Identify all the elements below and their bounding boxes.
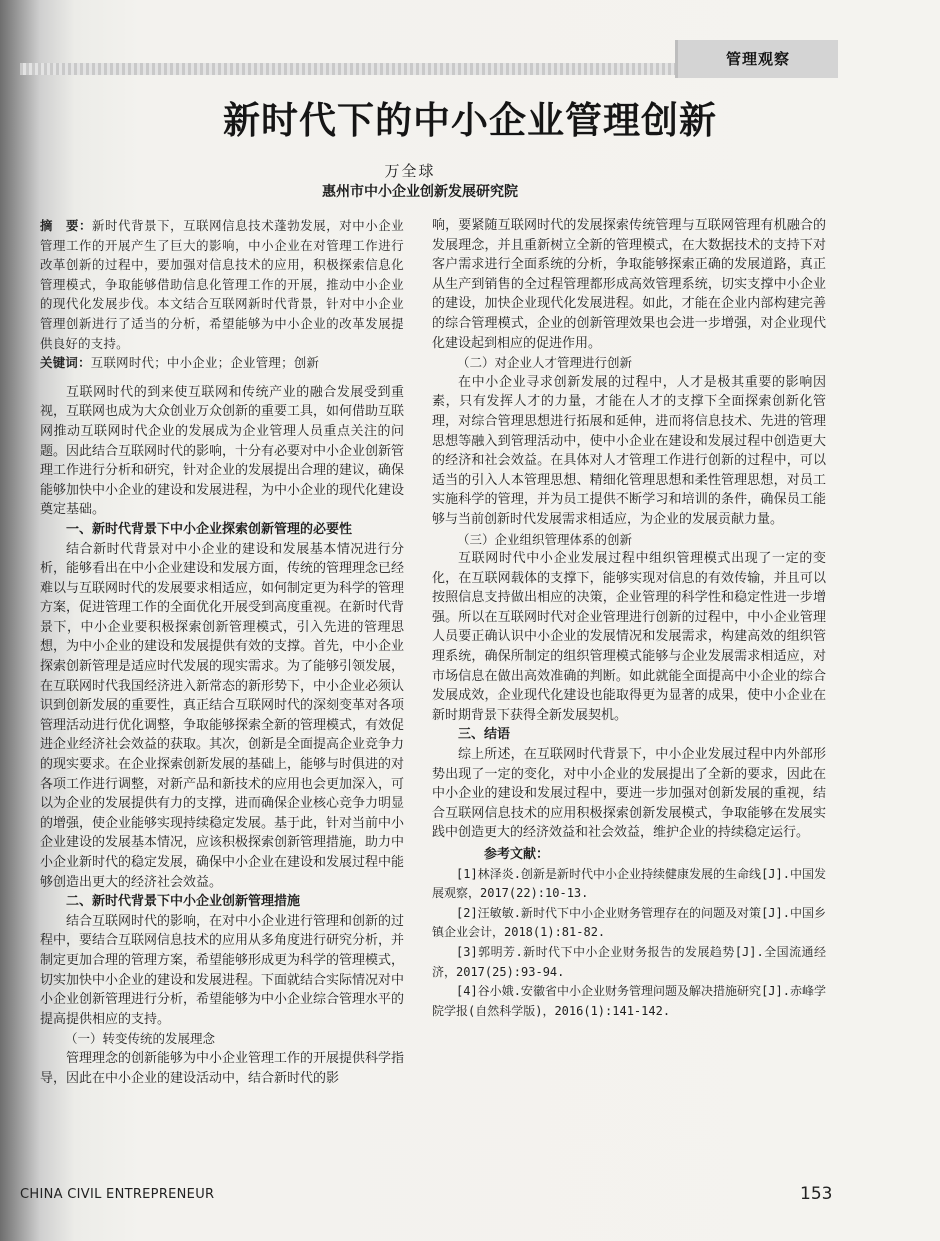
paragraph: 结合互联网时代的影响，在对中小企业进行管理和创新的过程中，要结合互联网信息技术的应用从多角度进行研究分析，并制定更加合理的管理方案，希望能够形成更为科学的管理模式，切实加快中小企业的建设和发展进程。下面就结合实际情况对中小企业创新管理进行分析，希望能够为中小企业综合管理水平的提高提供相应的支持。 xyxy=(40,913,405,1027)
subsection-heading: （三）企业组织管理体系的创新 xyxy=(457,531,633,547)
abstract xyxy=(40,216,404,353)
subsection-heading: （一）转变传统的发展理念 xyxy=(65,1031,216,1047)
section-heading-1: 一、新时代背景下中小企业探索创新管理的必要性 xyxy=(66,521,353,537)
paragraph: 管理理念的创新能够为中小企业管理工作的开展提供科学指导，因此在中小企业的建设活动中，结合新时代的影 xyxy=(40,1050,405,1086)
reference-item: [1]林泽炎.创新是新时代中小企业持续健康发展的生命线[J].中国发展观察，2017(22):10-13. xyxy=(432,866,826,901)
paragraph: 在中小企业寻求创新发展的过程中，人才是极其重要的影响因素，只有发挥人才的力量，才能在人才的支撑下全面探索创新化管理，对综合管理思想进行拓展和延伸，进而将信息技术、先进的管理思想等融入到管理活动中，使中小企业在建设和发展过程中创造更大的经济和社会效益。在具体对人才管理工作进行创新的过程中，可以适当的引入人本管理思想、精细化管理思想和柔性管理思想，对员工实施科学的管理，并为员工提供不断学习和培训的条件，确保员工能够与当前创新时代发展需求相适应，为企业的发展贡献力量。 xyxy=(432,374,826,527)
section-tag-label: 管理观察 xyxy=(725,50,790,68)
references-label: 参考文献： xyxy=(484,847,550,862)
paragraph: 综上所述，在互联网时代背景下，中小企业发展过程中内外部形势出现了一定的变化，对中小企业的发展提出了全新的要求，因此在中小企业的建设和发展过程中，要进一步加强对创新发展的重视，结合互联网信息技术的应用积极探索创新发展模式，争取能够在发展实践中创造更大的经济效益和社会效益，维护企业的持续稳定运行。 xyxy=(432,747,826,841)
abstract-text: 新时代背景下，互联网信息技术蓬勃发展，对中小企业管理工作的开展产生了巨大的影响，中小企业在对管理工作进行改革创新的过程中，要加强对信息技术的应用，积极探索信息化管理模式，争取能够借助信息化管理工作的开展，推动中小企业的现代化发展步伐。本文结合互联网新时代背景，针对中小企业管理创新进行了适当的分析，希望能够为中小企业的改革发展提供良好的支持。 xyxy=(40,218,404,351)
paragraph: 互联网时代中小企业发展过程中组织管理模式出现了一定的变化，在互联网载体的支撑下，能够实现对信息的有效传输，并且可以按照信息支持做出相应的决策，企业管理的科学性和稳定性进一步增强。所以在互联网时代对企业管理进行创新的过程中，中小企业管理人员要正确认识中小企业的发展情况和发展需求，构建高效的组织管理系统，确保所制定的组织管理模式能够与企业发展需求相适应，对市场信息在做出高效准确的判断。如此就能全面提高中小企业的综合发展成效，企业现代化建设也能取得更为显著的成果，使中小企业在新时期背景下获得全新发展契机。 xyxy=(432,551,826,723)
left-column xyxy=(40,216,404,1088)
header-rule xyxy=(20,63,675,75)
right-column xyxy=(432,216,826,1021)
reference-item: [2]汪敏敏.新时代下中小企业财务管理存在的问题及对策[J].中国乡镇企业会计，2018(1):81-82. xyxy=(432,905,826,940)
section-heading-2: 二、新时代背景下中小企业创新管理措施 xyxy=(66,894,301,910)
keywords xyxy=(40,353,404,373)
section-heading-3: 三、结语 xyxy=(458,727,511,743)
paragraph: 结合新时代背景对中小企业的建设和发展基本情况进行分析，能够看出在中小企业建设和发展方面，传统的管理理念已经难以与互联网时代的发展要求相适应，如何制定更为科学的管理方案，促进管理工作的全面优化开展受到高度重视。在新时代背景下，中小企业要积极探索创新管理模式，引入先进的管理思想，为中小企业的建设和发展提供有效的支撑。首先，中小企业探索创新管理是适应时代发展的现实需求。为了能够引领发展，在互联网时代我国经济进入新常态的新形势下，中小企业必须认识到创新发展的重要性，真正结合互联网时代的深刻变革对各项管理活动进行优化调整，争取能够探索全新的管理模式，有效促进企业经济社会效益的获取。其次，创新是全面提高企业竞争力的现实要求。在企业探索创新发展的基础上，能够与时俱进的对各项工作进行调整，对新产品和新技术的应用也会更加深入，可以为企业的发展提供有力的支撑，进而确保企业核心竞争力明显的增强，使企业能够实现持续稳定发展。基于此，针对当前中小企业建设的发展基本情况，应该积极探索创新管理措施，助力中小企业新时代的稳定发展，确保中小企业在建设和发展过程中能够创造出更大的经济社会效益。 xyxy=(40,541,405,890)
page-number: 153 xyxy=(800,1184,833,1204)
spacer xyxy=(40,373,404,383)
author-affiliation: 惠州市中小企业创新发展研究院 xyxy=(322,184,518,200)
keywords-label: 关键词： xyxy=(40,355,91,371)
intro-paragraph: 互联网时代的到来使互联网和传统产业的融合发展受到重视，互联网也成为大众创业万众创新的重要工具，如何借助互联网推动互联网时代企业的发展成为企业管理人员重点关注的问题。因此结合互联网时代的影响，十分有必要对中小企业创新管理工作进行分析和研究，针对企业的发展提出合理的建议，确保能够加快中小企业的建设和发展进程，为中小企业的现代化建设奠定基础。 xyxy=(40,384,405,518)
article-title: 新时代下的中小企业管理创新 xyxy=(223,99,717,142)
author-name: 万全球 xyxy=(384,162,436,180)
abstract-label: 摘 要： xyxy=(40,218,93,233)
reference-item: [4]谷小娥.安徽省中小企业财务管理问题及解决措施研究[J].赤峰学院学报(自然科学版)，2016(1):141-142. xyxy=(432,984,826,1018)
keywords-text: 互联网时代；中小企业；企业管理；创新 xyxy=(90,355,320,371)
reference-item: [3]郭明芳.新时代下中小企业财务报告的发展趋势[J].全国流通经济，2017(25):93-94. xyxy=(432,944,826,979)
paragraph: 响，要紧随互联网时代的发展探索传统管理与互联网管理有机融合的发展理念，并且重新树立全新的管理模式，在大数据技术的支持下对客户需求进行全面系统的分析，争取能够探索正确的发展道路，真正从生产到销售的全过程管理都形成高效管理系统，切实支撑中小企业的建设，加快企业现代化发展进程。如此，才能在企业内部构建完善的综合管理模式，企业的创新管理效果也会进一步增强，对企业现代化建设起到相应的促进作用。 xyxy=(432,218,826,351)
subsection-heading: （二）对企业人才管理进行创新 xyxy=(457,355,633,371)
journal-name: CHINA CIVIL ENTREPRENEUR xyxy=(20,1187,215,1202)
section-tag xyxy=(675,40,838,78)
